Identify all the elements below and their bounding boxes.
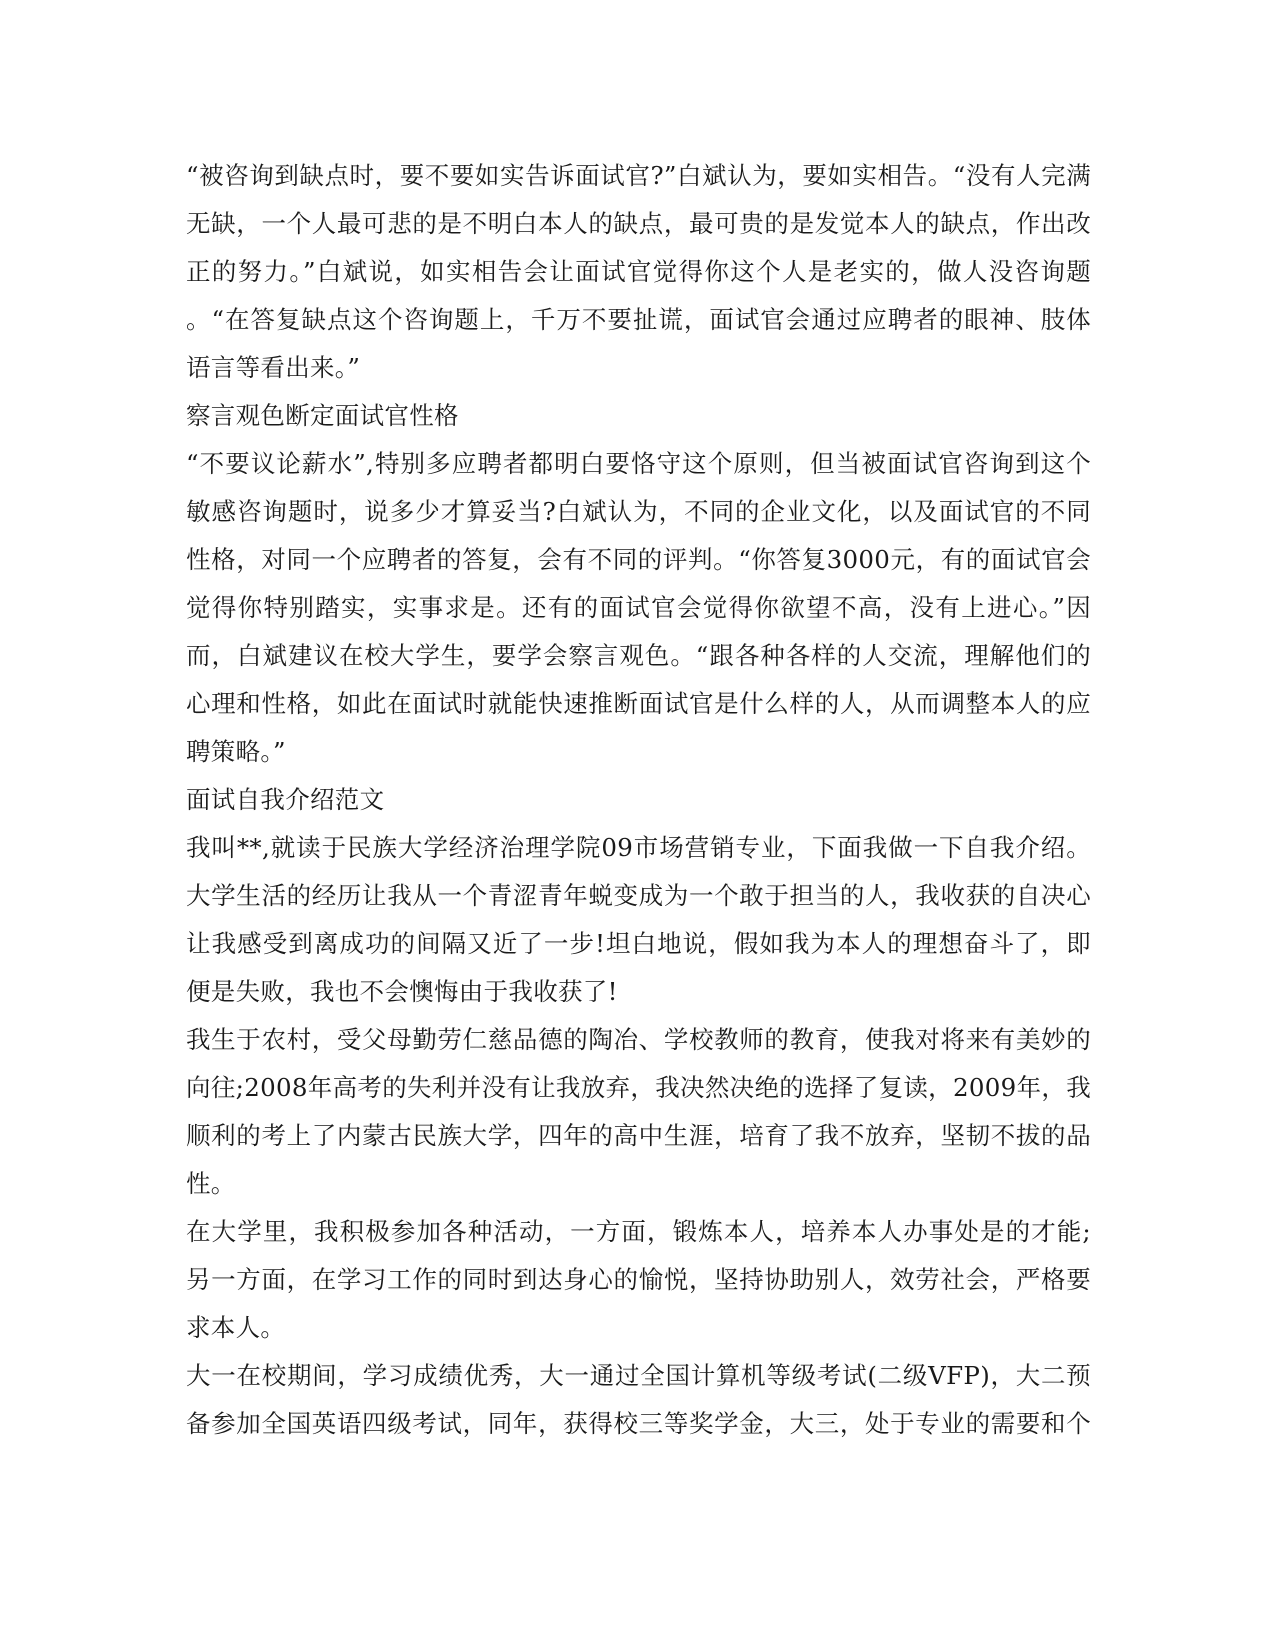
text-line: 心理和性格，如此在面试时就能快速推断面试官是什么样的人，从而调整本人的应 [186, 689, 1091, 718]
text-line: 性格，对同一个应聘者的答复，会有不同的评判。“你答复3000元，有的面试官会 [186, 545, 1091, 574]
text-line: “不要议论薪水”,特别多应聘者都明白要恪守这个原则，但当被面试官咨询到这个 [186, 449, 1091, 478]
text-line: 。“在答复缺点这个咨询题上，千万不要扯谎，面试官会通过应聘者的眼神、肢体 [186, 305, 1091, 334]
text-line: 性。 [186, 1169, 236, 1198]
text-line: 顺利的考上了内蒙古民族大学，四年的高中生涯，培育了我不放弃，坚韧不拔的品 [186, 1121, 1091, 1150]
text-line: 另一方面，在学习工作的同时到达身心的愉悦，坚持协助别人，效劳社会，严格要 [186, 1265, 1091, 1294]
text-line: 而，白斌建议在校大学生，要学会察言观色。“跟各种各样的人交流，理解他们的 [186, 641, 1091, 670]
text-line: 大学生活的经历让我从一个青涩青年蜕变成为一个敢于担当的人，我收获的自决心 [186, 881, 1091, 910]
text-line: 让我感受到离成功的间隔又近了一步!坦白地说，假如我为本人的理想奋斗了，即 [186, 929, 1091, 958]
text-line: “被咨询到缺点时，要不要如实告诉面试官?”白斌认为，要如实相告。“没有人完满 [186, 161, 1091, 190]
text-line: 求本人。 [186, 1313, 286, 1342]
text-line: 正的努力。”白斌说，如实相告会让面试官觉得你这个人是老实的，做人没咨询题 [186, 257, 1091, 286]
text-line: 我生于农村，受父母勤劳仁慈品德的陶冶、学校教师的教育，使我对将来有美妙的 [186, 1025, 1091, 1054]
text-line: 无缺，一个人最可悲的是不明白本人的缺点，最可贵的是发觉本人的缺点，作出改 [186, 209, 1091, 238]
text-line: 我叫**,就读于民族大学经济治理学院09市场营销专业，下面我做一下自我介绍。 [186, 833, 1091, 862]
text-line: 大一在校期间，学习成绩优秀，大一通过全国计算机等级考试(二级VFP)，大二预 [186, 1361, 1091, 1390]
text-line: 向往;2008年高考的失利并没有让我放弃，我决然决绝的选择了复读，2009年，我 [186, 1073, 1091, 1102]
text-line: 语言等看出来。” [186, 353, 361, 382]
text-line: 便是失败，我也不会懊悔由于我收获了! [186, 977, 618, 1006]
text-line: 聘策略。” [186, 737, 286, 766]
text-line: 备参加全国英语四级考试，同年，获得校三等奖学金，大三，处于专业的需要和个 [186, 1409, 1091, 1438]
section-heading: 察言观色断定面试官性格 [186, 401, 459, 430]
text-line: 在大学里，我积极参加各种活动，一方面，锻炼本人，培养本人办事处是的才能; [186, 1217, 1091, 1246]
text-line: 觉得你特别踏实，实事求是。还有的面试官会觉得你欲望不高，没有上进心。”因 [186, 593, 1091, 622]
text-line: 敏感咨询题时，说多少才算妥当?白斌认为，不同的企业文化，以及面试官的不同 [186, 497, 1091, 526]
section-heading: 面试自我介绍范文 [186, 785, 385, 814]
document-body [186, 152, 1091, 1448]
